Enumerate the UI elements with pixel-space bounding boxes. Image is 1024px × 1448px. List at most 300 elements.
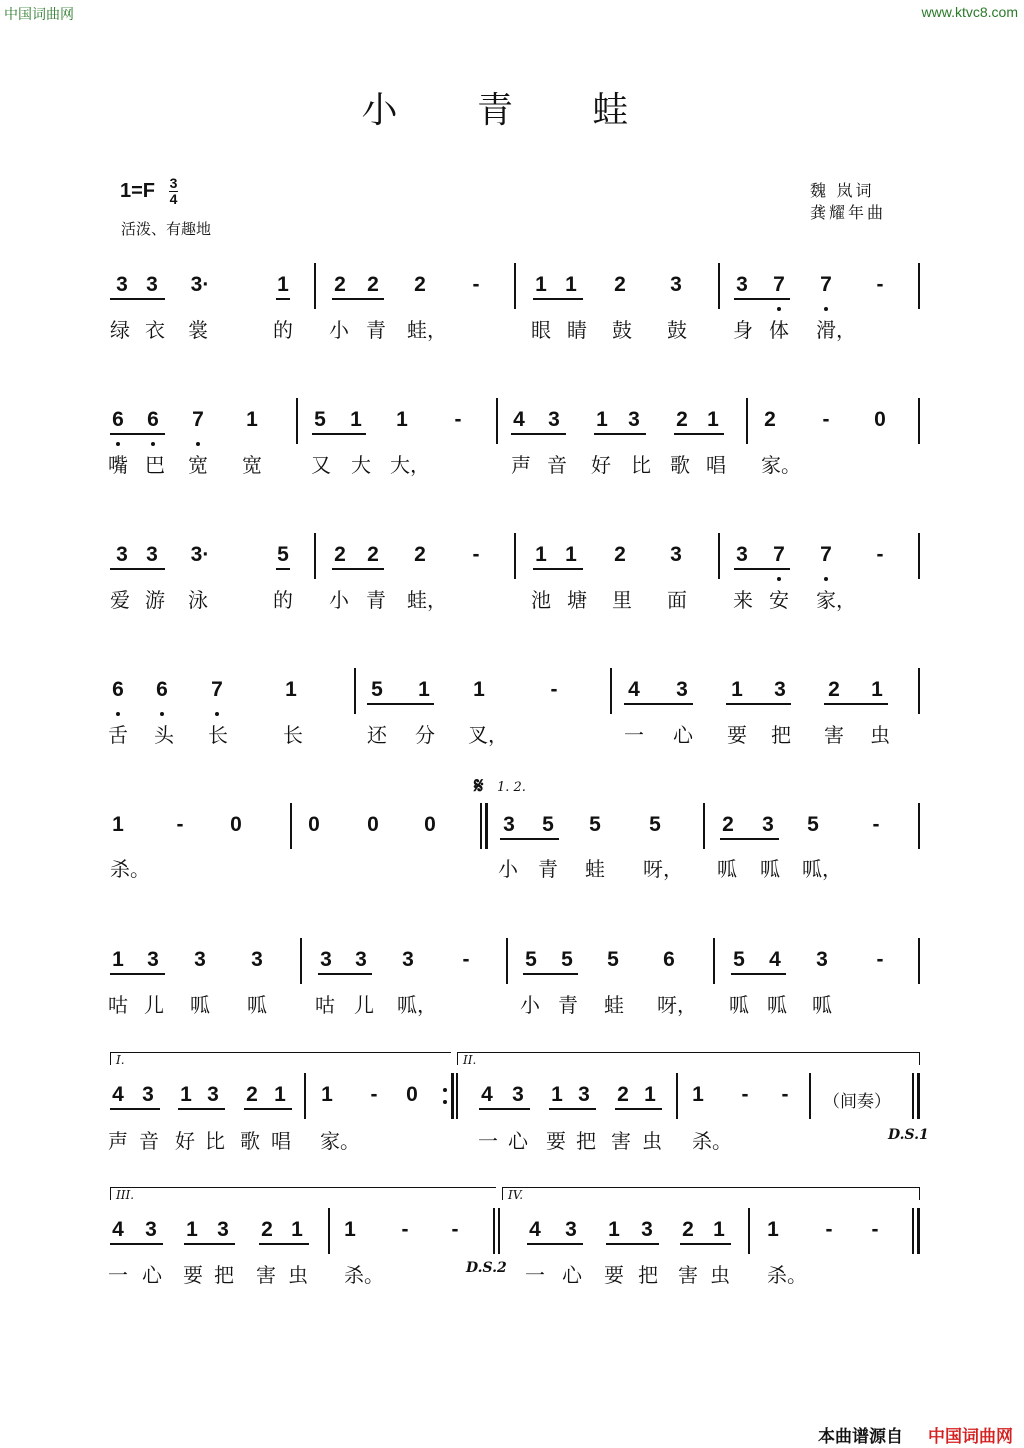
lyric-char: 一: [525, 1263, 545, 1287]
lyric-char: 小: [329, 588, 349, 612]
beam-underline: [731, 973, 786, 975]
lyric-char: 青: [366, 318, 386, 342]
note: 3: [503, 813, 515, 836]
note: 1: [767, 1218, 779, 1241]
lyric-char: 呀，: [657, 993, 697, 1017]
lyric-char: 唱: [706, 453, 726, 477]
lyric-char: 青: [366, 588, 386, 612]
beam-underline: [318, 973, 372, 975]
beam-underline: [332, 298, 384, 300]
lyric-char: 衣: [145, 318, 165, 342]
lyric-char: 虫: [710, 1263, 730, 1287]
note: 1: [418, 678, 430, 701]
lyric-char: 心: [142, 1263, 162, 1287]
note: 1: [551, 1083, 563, 1106]
bar-line: [746, 398, 748, 444]
note: 5: [607, 948, 619, 971]
note: 3: [146, 273, 158, 296]
beam-underline: [479, 1108, 530, 1110]
note: 3: [194, 948, 206, 971]
interlude-label: （间奏）: [823, 1092, 891, 1112]
lyric-char: 小: [329, 318, 349, 342]
beam-underline: [674, 433, 724, 435]
bar-line: [493, 1208, 495, 1254]
note: 6: [663, 948, 675, 971]
note: 1: [396, 408, 408, 431]
song-title: 小 青 蛙: [361, 90, 663, 131]
note: 1: [186, 1218, 198, 1241]
octave-dot-below: [777, 307, 781, 311]
note: 2: [246, 1083, 258, 1106]
lyric-char: 比: [631, 453, 651, 477]
bar-line: [718, 263, 720, 309]
octave-dot-below: [215, 712, 219, 716]
note: 1: [535, 543, 547, 566]
note: 7: [773, 543, 785, 566]
lyric-char: 好: [175, 1129, 195, 1153]
note: 3: [355, 948, 367, 971]
lyric-char: 泳: [188, 588, 208, 612]
lyric-char: 把: [638, 1263, 658, 1287]
lyric-char: 呱，: [802, 857, 842, 881]
beam-underline: [549, 1108, 596, 1110]
note: 4: [628, 678, 640, 701]
note: 1: [565, 273, 577, 296]
lyric-char: 音: [139, 1129, 159, 1153]
note: 3: [774, 678, 786, 701]
segno-sign: 𝄋: [474, 774, 484, 799]
note: 4: [481, 1083, 493, 1106]
lyric-char: 咕: [108, 993, 128, 1017]
lyric-char: 杀。: [692, 1129, 732, 1153]
note: 1: [565, 543, 577, 566]
bar-line: [713, 938, 715, 984]
octave-dot-below: [151, 442, 155, 446]
lyric-char: 蛙: [604, 993, 624, 1017]
bar-line: [514, 263, 516, 309]
beam-underline: [824, 703, 888, 705]
octave-dot-below: [116, 442, 120, 446]
note: 1: [644, 1083, 656, 1106]
lyric-char: 体: [769, 318, 789, 342]
bar-line: [300, 938, 302, 984]
lyric-char: 一: [108, 1263, 128, 1287]
note: 2: [676, 408, 688, 431]
note: 0: [424, 813, 436, 836]
bar-line: [496, 398, 498, 444]
lyric-char: 音: [547, 453, 567, 477]
note: 4: [769, 948, 781, 971]
note: 2: [414, 543, 426, 566]
note: 7: [820, 543, 832, 566]
repeat-dot: [443, 1100, 447, 1104]
lyric-char: 要: [604, 1263, 624, 1287]
bar-line: [328, 1208, 330, 1254]
note: 5: [649, 813, 661, 836]
bar-line: [354, 668, 356, 714]
beam-underline: [110, 1243, 163, 1245]
note: 3: [116, 273, 128, 296]
lyric-char: 心: [562, 1263, 582, 1287]
note: 1: [180, 1083, 192, 1106]
bar-line: [506, 938, 508, 984]
lyric-char: 要: [546, 1129, 566, 1153]
note: 3: [145, 1218, 157, 1241]
note: 0: [406, 1083, 418, 1106]
octave-dot-below: [116, 712, 120, 716]
bar-line: [918, 398, 920, 444]
beam-underline: [244, 1108, 292, 1110]
tempo-marking: 活泼、有趣地: [121, 221, 212, 238]
ending-label-3: III.: [116, 1188, 135, 1202]
note: 2: [367, 273, 379, 296]
note: 6: [112, 408, 124, 431]
note: 3: [512, 1083, 524, 1106]
bar-line: [314, 263, 316, 309]
lyric-char: 眼: [531, 318, 551, 342]
beam-underline: [533, 568, 583, 570]
note: 3: [116, 543, 128, 566]
note: 1: [291, 1218, 303, 1241]
repeat-dot: [443, 1088, 447, 1092]
beam-underline: [726, 703, 791, 705]
note: -: [876, 543, 884, 566]
note: 0: [230, 813, 242, 836]
lyric-char: 虫: [870, 723, 890, 747]
beam-underline: [276, 568, 290, 570]
lyric-char: 叉，: [468, 723, 508, 747]
beam-underline: [615, 1108, 662, 1110]
note: -: [454, 408, 462, 431]
note: -: [876, 948, 884, 971]
lyric-char: 把: [214, 1263, 234, 1287]
note: 5: [561, 948, 573, 971]
bar-line: [451, 1073, 454, 1119]
lyric-char: 家。: [761, 453, 801, 477]
note: 2: [682, 1218, 694, 1241]
note: 5: [525, 948, 537, 971]
bar-line: [918, 533, 920, 579]
lyric-char: 心: [673, 723, 693, 747]
ds2-marking: D.S.2: [466, 1260, 507, 1276]
footer-source-label: 本曲谱源自: [818, 1427, 903, 1446]
lyric-char: 又: [311, 453, 331, 477]
beam-underline: [332, 568, 384, 570]
ending-label-1: I.: [116, 1053, 125, 1067]
note: -: [472, 273, 480, 296]
bar-line: [918, 938, 920, 984]
lyric-char: 呱: [812, 993, 832, 1017]
note: 3: [548, 408, 560, 431]
note: 1: [713, 1218, 725, 1241]
lyricist-credit: 魏 岚词: [810, 183, 875, 200]
lyric-char: 巴: [145, 453, 165, 477]
key-label: 1=F: [120, 179, 156, 202]
note: 6: [112, 678, 124, 701]
lyric-char: 睛: [567, 318, 587, 342]
bar-line: [676, 1073, 678, 1119]
lyric-char: 蛙: [585, 857, 605, 881]
beam-underline: [110, 1108, 160, 1110]
bar-line: [912, 1073, 914, 1119]
note: 5: [589, 813, 601, 836]
note: 2: [722, 813, 734, 836]
lyric-char: 歌: [240, 1129, 260, 1153]
note: 1: [277, 273, 289, 296]
lyric-char: 呱，: [397, 993, 437, 1017]
bar-line: [456, 1073, 458, 1119]
composer-credit: 龚耀年曲: [810, 205, 887, 222]
lyric-char: 宽: [188, 453, 208, 477]
lyric-char: 小: [498, 857, 518, 881]
bar-line: [918, 263, 920, 309]
note: 2: [334, 543, 346, 566]
note: 5: [277, 543, 289, 566]
bar-line: [917, 1208, 920, 1254]
bar-line: [304, 1073, 306, 1119]
note: 7: [211, 678, 223, 701]
lyric-char: 小: [520, 993, 540, 1017]
note: 3: [736, 543, 748, 566]
note: 5: [542, 813, 554, 836]
lyric-char: 把: [576, 1129, 596, 1153]
lyric-char: 心: [508, 1129, 528, 1153]
note: 3: [320, 948, 332, 971]
beam-underline: [110, 298, 165, 300]
note: -: [451, 1218, 459, 1241]
lyric-char: 的: [273, 318, 293, 342]
lyric-char: 家。: [320, 1129, 360, 1153]
lyric-char: 青: [558, 993, 578, 1017]
ending-label-2: II.: [463, 1053, 477, 1067]
beam-underline: [511, 433, 566, 435]
note: 1: [112, 948, 124, 971]
beam-underline: [184, 1243, 235, 1245]
bar-line: [912, 1208, 914, 1254]
lyric-char: 滑，: [816, 318, 856, 342]
beam-underline: [624, 703, 693, 705]
bar-line: [703, 803, 705, 849]
octave-dot-below: [160, 712, 164, 716]
note: 1: [274, 1083, 286, 1106]
lyric-char: 歌: [670, 453, 690, 477]
lyric-char: 儿: [144, 993, 164, 1017]
lyric-char: 面: [667, 588, 687, 612]
bar-line: [718, 533, 720, 579]
beam-underline: [276, 298, 290, 300]
beam-underline: [734, 568, 790, 570]
lyric-char: 害: [678, 1263, 698, 1287]
lyric-char: 呱: [190, 993, 210, 1017]
note: -: [741, 1083, 749, 1106]
lyric-char: 声: [108, 1129, 128, 1153]
lyric-char: 蛙，: [407, 318, 447, 342]
beam-underline: [527, 1243, 583, 1245]
note: 1: [321, 1083, 333, 1106]
bar-line: [314, 533, 316, 579]
lyric-char: 虫: [642, 1129, 662, 1153]
beam-underline: [594, 433, 646, 435]
note: 3: [147, 948, 159, 971]
lyric-char: 害: [611, 1129, 631, 1153]
note: -: [781, 1083, 789, 1106]
beam-underline: [110, 973, 165, 975]
ending-bracket-1: [110, 1052, 451, 1065]
beam-underline: [178, 1108, 225, 1110]
lyric-char: 大，: [390, 453, 430, 477]
beam-underline: [367, 703, 434, 705]
note: 1: [246, 408, 258, 431]
note: 2: [367, 543, 379, 566]
note: 2: [414, 273, 426, 296]
note: 1: [596, 408, 608, 431]
note: 1: [285, 678, 297, 701]
note: 3: [762, 813, 774, 836]
lyric-char: 呱: [717, 857, 737, 881]
lyric-char: 呱: [729, 993, 749, 1017]
note: 5: [733, 948, 745, 971]
note: 2: [261, 1218, 273, 1241]
note: 6: [156, 678, 168, 701]
lyric-char: 把: [771, 723, 791, 747]
lyric-char: 来: [733, 588, 753, 612]
note: 3: [736, 273, 748, 296]
note: 0: [367, 813, 379, 836]
note: 4: [513, 408, 525, 431]
note: 7: [773, 273, 785, 296]
lyric-char: 鼓: [612, 318, 632, 342]
bar-line: [290, 803, 292, 849]
bar-line: [809, 1073, 811, 1119]
time-denominator: 4: [169, 191, 178, 207]
bar-line: [918, 803, 920, 849]
time-numerator: 3: [169, 175, 178, 191]
note: 1: [535, 273, 547, 296]
lyric-char: 长: [283, 723, 303, 747]
beam-underline: [500, 838, 559, 840]
footer-source-site: 中国词曲网: [928, 1427, 1013, 1446]
beam-underline: [110, 433, 165, 435]
lyric-char: 杀。: [767, 1263, 807, 1287]
note: 3: [146, 543, 158, 566]
note: 3: [565, 1218, 577, 1241]
lyric-char: 儿: [354, 993, 374, 1017]
lyric-char: 唱: [271, 1129, 291, 1153]
note: 3: [670, 543, 682, 566]
lyric-char: 呀，: [643, 857, 683, 881]
ending-bracket-2: [457, 1052, 920, 1065]
ending-bracket-4: [502, 1187, 920, 1200]
key-signature: [120, 176, 178, 207]
lyric-char: 鼓: [667, 318, 687, 342]
lyric-char: 要: [727, 723, 747, 747]
note: 3·: [190, 273, 210, 296]
lyric-char: 家，: [816, 588, 856, 612]
note: 4: [112, 1218, 124, 1241]
note: -: [462, 948, 470, 971]
lyric-char: 一: [624, 723, 644, 747]
segno-ending-label: 1. 2.: [497, 780, 526, 795]
lyric-char: 宽: [242, 453, 262, 477]
note: 2: [617, 1083, 629, 1106]
beam-underline: [523, 973, 578, 975]
ending-label-4: IV.: [508, 1188, 524, 1202]
lyric-char: 呱: [247, 993, 267, 1017]
lyric-char: 嘴: [108, 453, 128, 477]
time-signature: [169, 176, 179, 207]
note: 6: [147, 408, 159, 431]
lyric-char: 青: [538, 857, 558, 881]
note: 4: [529, 1218, 541, 1241]
lyric-char: 的: [273, 588, 293, 612]
note: 2: [614, 543, 626, 566]
note: 3: [670, 273, 682, 296]
lyric-char: 虫: [288, 1263, 308, 1287]
bar-line: [485, 803, 488, 849]
note: 2: [334, 273, 346, 296]
note: -: [472, 543, 480, 566]
beam-underline: [533, 298, 583, 300]
octave-dot-below: [196, 442, 200, 446]
lyric-char: 咕: [315, 993, 335, 1017]
lyric-char: 里: [612, 588, 632, 612]
lyric-char: 蛙，: [407, 588, 447, 612]
note: 5: [371, 678, 383, 701]
bar-line: [296, 398, 298, 444]
lyric-char: 害: [824, 723, 844, 747]
lyric-char: 声: [511, 453, 531, 477]
note: 1: [731, 678, 743, 701]
note: 1: [707, 408, 719, 431]
note: -: [176, 813, 184, 836]
note: 3·: [190, 543, 210, 566]
lyric-char: 一: [478, 1129, 498, 1153]
bar-line: [917, 1073, 920, 1119]
note: 5: [314, 408, 326, 431]
octave-dot-below: [824, 577, 828, 581]
lyric-char: 爱: [110, 588, 130, 612]
note: -: [822, 408, 830, 431]
lyric-char: 呱: [760, 857, 780, 881]
note: 1: [350, 408, 362, 431]
lyric-char: 呱: [767, 993, 787, 1017]
note: 2: [614, 273, 626, 296]
lyric-char: 还: [367, 723, 387, 747]
note: -: [876, 273, 884, 296]
bar-line: [748, 1208, 750, 1254]
note: 3: [641, 1218, 653, 1241]
beam-underline: [110, 568, 165, 570]
octave-dot-below: [824, 307, 828, 311]
lyric-char: 大: [351, 453, 371, 477]
note: 0: [874, 408, 886, 431]
note: 2: [764, 408, 776, 431]
site-url-right: www.ktvc8.com: [921, 4, 1018, 20]
note: 3: [628, 408, 640, 431]
lyric-char: 要: [183, 1263, 203, 1287]
note: 5: [807, 813, 819, 836]
ending-bracket-3: [110, 1187, 496, 1200]
note: 4: [112, 1083, 124, 1106]
note: 7: [820, 273, 832, 296]
note: 3: [251, 948, 263, 971]
bar-line: [480, 803, 482, 849]
note: 0: [308, 813, 320, 836]
lyric-char: 杀。: [110, 857, 150, 881]
beam-underline: [606, 1243, 659, 1245]
beam-underline: [720, 838, 779, 840]
note: -: [550, 678, 558, 701]
